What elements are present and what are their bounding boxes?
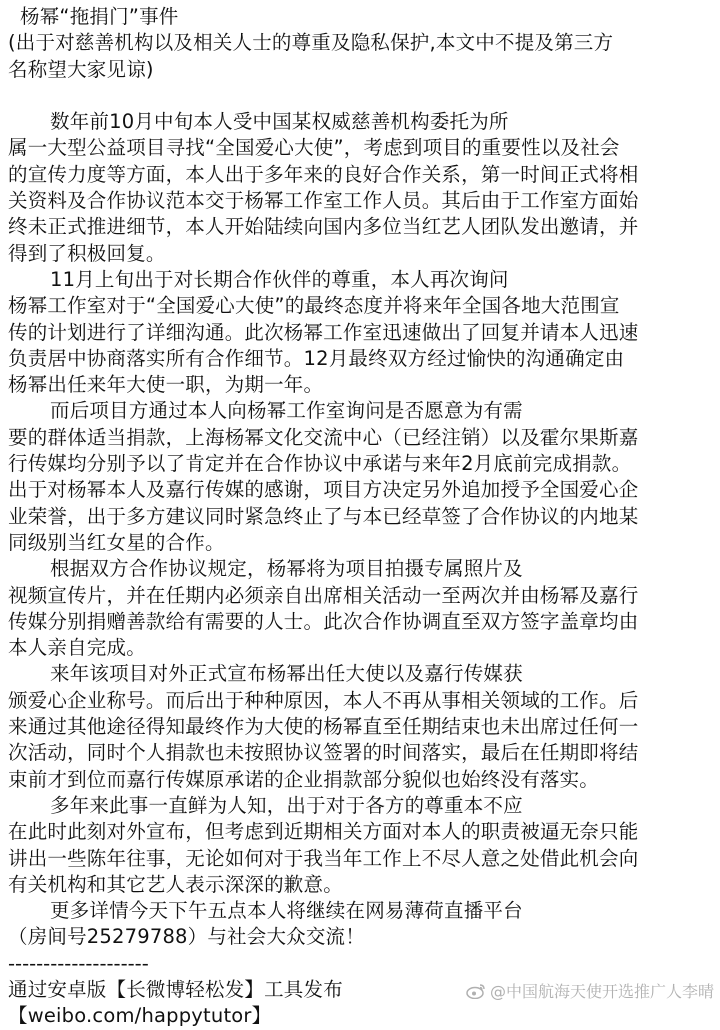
notice-line: 名称望大家见谅) [8, 57, 154, 81]
paragraph-line: 而后项目方通过本人向杨幂工作室询问是否愿意为有需 [50, 399, 523, 423]
paragraph-line: 负责居中协商落实所有合作细节。12月最终双方经过愉快的沟通确定由 [8, 346, 625, 370]
paragraph-line: 来通过其他途径得知最终作为大使的杨幂直至任期结束也未出席过任何一 [8, 715, 639, 739]
paragraph-line: 根据双方合作协议规定，杨幂将为项目拍摄专属照片及 [50, 557, 523, 581]
paragraph-line: 终未正式推进细节，本人开始陆续向国内多位当红艺人团队发出邀请，并 [8, 215, 639, 239]
document-title: 杨幂“拖捐门”事件 [20, 5, 179, 28]
paragraph-line: 同级别当红女星的合作。 [8, 530, 225, 554]
published-via-text: 通过安卓版【长微博轻松发】工具发布 [8, 977, 343, 1001]
paragraph-line: 属一大型公益项目寻找“全国爱心大使”，考虑到项目的重要性以及社会 [8, 136, 620, 160]
paragraph-line: 得到了积极回复。 [8, 241, 166, 265]
paragraph-line: 次活动，同时个人捐款也未按照协议签署的时间落实，最后在任期即将结 [8, 741, 639, 765]
paragraph-line: 更多详情今天下午五点本人将继续在网易薄荷直播平台 [50, 899, 523, 923]
paragraph-line: 讲出一些陈年往事，无论如何对于我当年工作上不尽人意之处借此机会向 [8, 846, 639, 870]
paragraph-line: 传的计划进行了详细沟通。此次杨幂工作室迅速做出了回复并请本人迅速 [8, 320, 639, 344]
paragraph-line: 关资料及合作协议范本交于杨幂工作室工作人员。其后由于工作室方面始 [8, 189, 639, 213]
paragraph-line: 颁爱心企业称号。而后出于种种原因，本人不再从事相关领域的工作。后 [8, 688, 639, 712]
paragraph [8, 109, 712, 267]
paragraph-line: 的宣传力度等方面，本人出于多年来的良好合作关系，第一时间正式将相 [8, 162, 639, 186]
document [8, 4, 712, 1030]
weibo-logo-icon [466, 983, 486, 999]
paragraph-line: 出于对杨幂本人及嘉行传媒的感谢，项目方决定另外追加授予全国爱心企 [8, 478, 639, 502]
watermark-text: @中国航海天使开选推广人李晴 [489, 982, 714, 1001]
paragraph [8, 898, 712, 951]
blank-line [8, 83, 712, 109]
paragraph-line: 传媒分别捐赠善款给有需要的人士。此次合作协调直至双方签字盖章均由 [8, 609, 639, 633]
paragraph-line: 本人亲自完成。 [8, 636, 146, 660]
paragraph-line: 有关机构和其它艺人表示深深的歉意。 [8, 872, 343, 896]
paragraph-line: 杨幂工作室对于“全国爱心大使”的最终态度并将来年全国各地大范围宣 [8, 294, 620, 318]
paragraph [8, 398, 712, 556]
notice-line: (出于对慈善机构以及相关人士的尊重及隐私保护,本文中不提及第三方 [8, 31, 614, 55]
paragraph-line: （房间号25279788）与社会大众交流！ [8, 925, 365, 949]
paragraph-line: 行传媒均分别予以了肯定并在合作协议中承诺与来年2月底前完成捐款。 [8, 452, 632, 476]
paragraph-line: 来年该项目对外正式宣布杨幂出任大使以及嘉行传媒获 [50, 662, 523, 686]
weibo-link[interactable]: 【weibo.com/happytutor】 [8, 1004, 272, 1028]
watermark [466, 979, 714, 1002]
paragraph-line: 业荣誉，出于多方建议同时紧急终止了与本已经草签了合作协议的内地某 [8, 504, 639, 528]
paragraph [8, 793, 712, 898]
paragraph [8, 661, 712, 792]
paragraph [8, 556, 712, 661]
divider: -------------------- [8, 951, 149, 975]
paragraph-line: 要的群体适当捐款，上海杨幂文化交流中心（已经注销）以及霍尔果斯嘉 [8, 425, 639, 449]
paragraph-line: 多年来此事一直鲜为人知，出于对于各方的尊重本不应 [50, 793, 523, 817]
paragraph-line: 束前才到位而嘉行传媒原承诺的企业捐款部分貌似也始终没有落实。 [8, 767, 600, 791]
paragraph-line: 杨幂出任来年大使一职，为期一年。 [8, 373, 324, 397]
paragraph [8, 267, 712, 398]
paragraph-line: 11月上旬出于对长期合作伙伴的尊重，本人再次询问 [50, 267, 509, 291]
paragraph-line: 数年前10月中旬本人受中国某权威慈善机构委托为所 [50, 110, 509, 134]
paragraph-line: 视频宣传片，并在任期内必须亲自出席相关活动一至两次并由杨幂及嘉行 [8, 583, 639, 607]
paragraph-line: 在此时此刻对外宣布，但考虑到近期相关方面对本人的职责被逼无奈只能 [8, 820, 639, 844]
